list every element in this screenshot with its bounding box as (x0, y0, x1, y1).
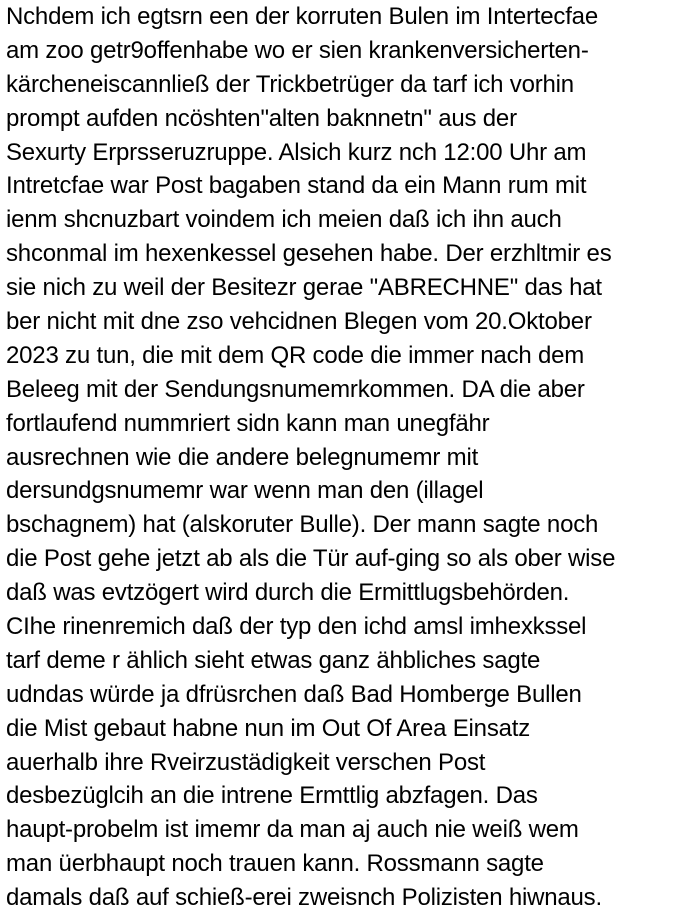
text-line: kärcheneiscannließ der Trickbetrüger da tarf ich vorhin (6, 70, 574, 98)
document-body (6, 0, 682, 915)
text-line: haupt-probelm ist imemr da man aj auch nie weiß wem (6, 816, 579, 844)
text-line: ienm shcnuzbart voindem ich meien daß ich ihn auch (6, 206, 562, 234)
text-line: ber nicht mit dne zso vehcidnen Blegen vom 20.Oktober (6, 308, 592, 336)
text-line: 2023 zu tun, die mit dem QR code die immer nach dem (6, 341, 585, 369)
text-line: shconmal im hexenkessel gesehen habe. Der erzhltmir es (6, 240, 612, 268)
text-line: Intretcfae war Post bagaben stand da ein Mann rum mit (6, 172, 587, 200)
text-line: ausrechnen wie die andere belegnumemr mit (6, 443, 479, 471)
text-line: die Post gehe jetzt ab als die Tür auf-ging so als ober wise (6, 545, 616, 573)
text-line: damals daß auf schieß-erei zweisnch Polizisten hiwnaus. (6, 884, 602, 912)
text-line: fortlaufend nummriert sidn kann man unegfähr (6, 409, 490, 437)
text-line: man üerbhaupt noch trauen kann. Rossmann sagte (6, 850, 544, 878)
text-line: bschagnem) hat (alskoruter Bulle). Der mann sagte noch (6, 511, 599, 539)
text-line: Nchdem ich egtsrn een der korruten Bulen im Intertecfae (6, 3, 598, 30)
text-line: dersundgsnumemr war wenn man den (illagel (6, 477, 484, 505)
text-line: daß was evtzögert wird durch die Ermittlugsbehörden. (6, 579, 570, 607)
text-line: am zoo getr9offenhabe wo er sien krankenversicherten- (6, 36, 589, 64)
text-line: CIhe rinenremich daß der typ den ichd amsl imhexkssel (6, 613, 587, 641)
text-line: sie nich zu weil der Besitezr gerae "ABRECHNE" das hat (6, 274, 602, 302)
text-line: Sexurty Erprsseruzruppe. Alsich kurz nch 12:00 Uhr am (6, 138, 587, 166)
text-line: prompt aufden ncöshten"alten baknnetn" aus der (6, 104, 517, 132)
text-line: udndas würde ja dfrüsrchen daß Bad Homberge Bullen (6, 680, 582, 708)
text-line: die Mist gebaut habne nun im Out Of Area Einsatz (6, 714, 531, 742)
text-line: auerhalb ihre Rveirzustädigkeit verschen Post (6, 748, 486, 776)
text-line: tarf deme r ählich sieht etwas ganz ähbliches sagte (6, 646, 541, 674)
text-line: Beleeg mit der Sendungsnumemrkommen. DA die aber (6, 375, 585, 403)
text-line: desbezüglcih an die intrene Ermttlig abzfagen. Das (6, 782, 538, 810)
